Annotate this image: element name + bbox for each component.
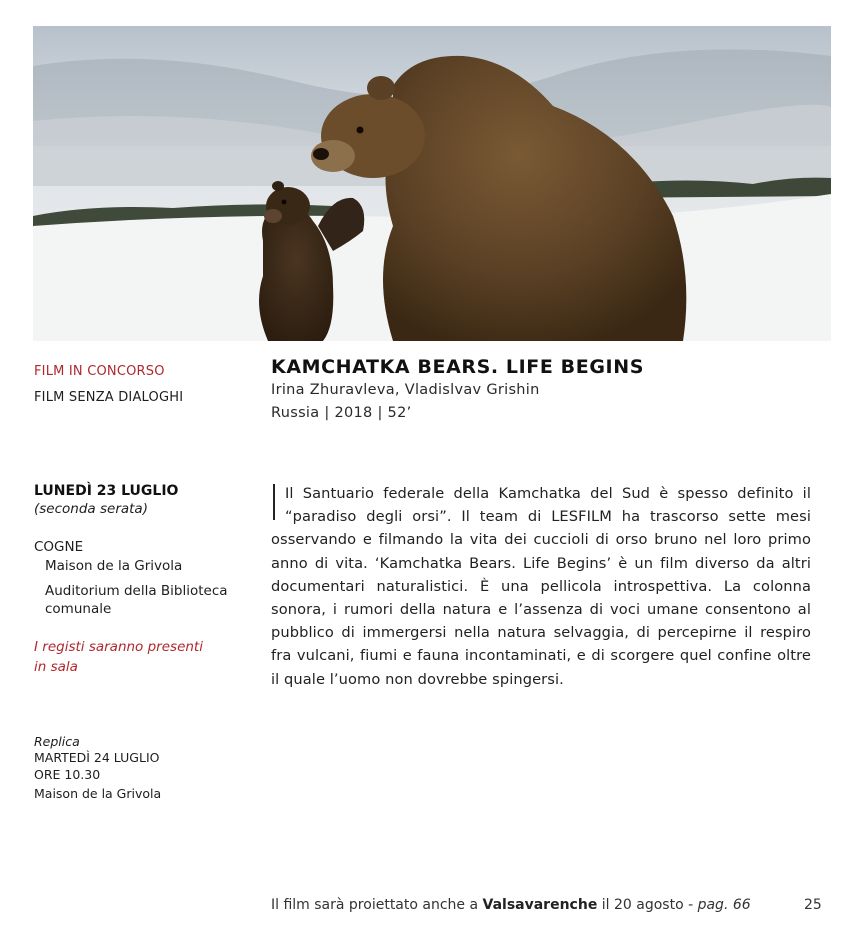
replica-label: Replica	[34, 734, 80, 749]
category-primary: FILM IN CONCORSO	[34, 364, 165, 379]
dropcap-bar	[273, 484, 275, 520]
screening-venue-1: Maison de la Grivola	[45, 558, 183, 574]
screening-evening: (seconda serata)	[34, 501, 148, 517]
replica-venue: Maison de la Grivola	[34, 786, 162, 801]
footer-page-ref: pag. 66	[697, 897, 751, 913]
film-title: KAMCHATKA BEARS. LIFE BEGINS	[271, 356, 644, 378]
screening-note-line-2: in sala	[34, 659, 78, 675]
film-still-photo	[33, 26, 831, 341]
film-directors: Irina Zhuravleva, Vladislvav Grishin	[271, 382, 540, 398]
footer-place: Valsavarenche	[482, 897, 598, 913]
screening-note-line-1: I registi saranno presenti	[34, 639, 203, 655]
screening-venue-2-line-1: Auditorium della Biblioteca	[45, 583, 228, 599]
footer-text-after: il 20 agosto -	[597, 897, 698, 913]
bears-illustration	[33, 26, 831, 341]
category-secondary: FILM SENZA DIALOGHI	[34, 390, 184, 405]
screening-town: COGNE	[34, 539, 84, 555]
screening-date: LUNEDÌ 23 LUGLIO	[34, 483, 179, 499]
film-description	[271, 482, 811, 691]
page-number: 25	[804, 897, 822, 913]
replica-date: MARTEDÌ 24 LUGLIO	[34, 750, 160, 765]
film-info: Russia | 2018 | 52’	[271, 405, 412, 421]
replica-time: ORE 10.30	[34, 767, 101, 782]
footer-note	[271, 897, 751, 913]
footer-text-before: Il film sarà proiettato anche a	[271, 897, 483, 913]
film-description-text: Il Santuario federale della Kamchatka del Sud è spesso definito il “paradiso degli orsi”. Il team di LESFILM ha trascorso sette mesi osservando e filmando la vita dei cuccioli di orso bruno nel loro primo anno di vita. ‘Kamchatka Bears. Life Begins’ è un film diverso da altri documentari naturalistici. È una pellicola introspettiva. La colonna sonora, i rumori della natura e l’assenza di voci umane consentono al pubblico di immergersi nella natura selvaggia, di percepirne il respiro fra vulcani, fiumi e fauna incontaminati, e di scorgere quel confine oltre il quale l’uomo non dovrebbe spingersi.	[271, 485, 811, 688]
screening-venue-2-line-2: comunale	[45, 601, 112, 617]
